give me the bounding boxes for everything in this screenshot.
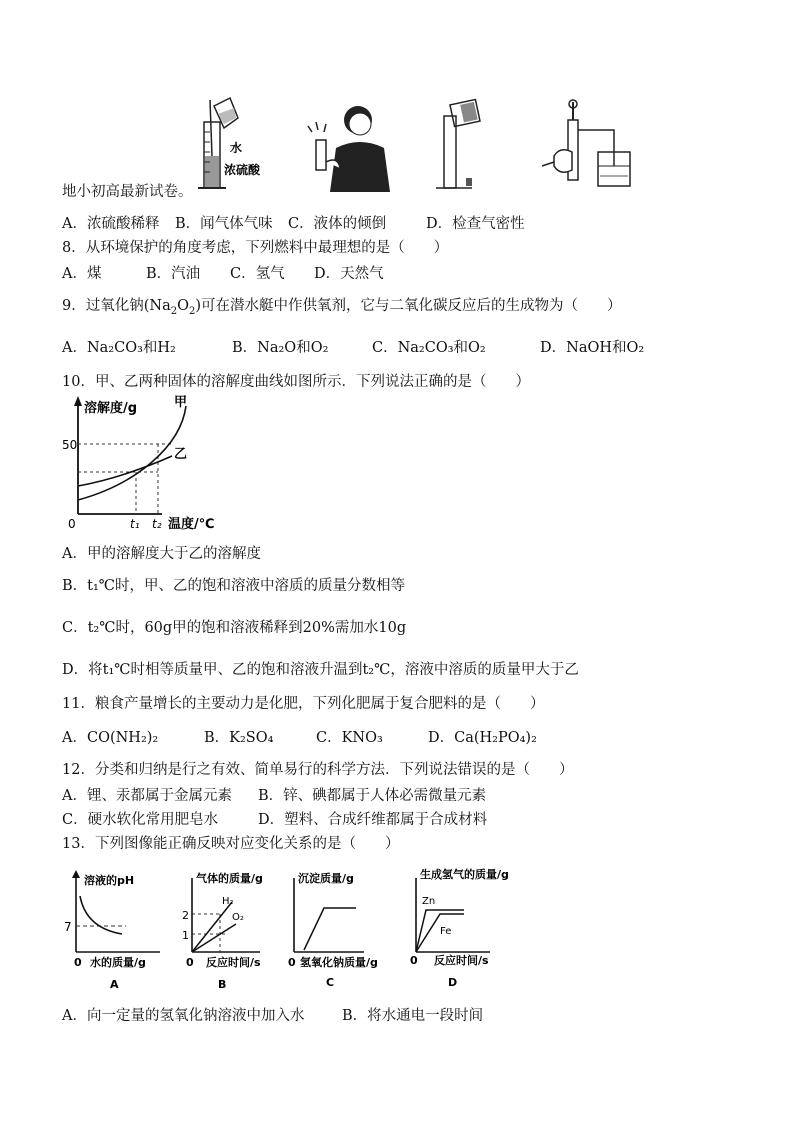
q10-option-d: D．将t₁℃时相等质量甲、乙的饱和溶液升温到t₂℃，溶液中溶质的质量甲大于乙 [62, 662, 579, 678]
graph-d [410, 867, 509, 989]
q7-option-a: A．浓硫酸稀释 [62, 216, 160, 232]
airtightness-check-figure [542, 100, 630, 186]
page-top-fragment: 地小初高最新试卷。 [62, 184, 193, 200]
graph-b [182, 871, 263, 991]
q9-stem [62, 296, 622, 322]
graph-a-origin: 0 [74, 956, 82, 969]
q11-stem: 11．粮食产量增长的主要动力是化肥，下列化肥属于复合肥料的是（ ） [62, 696, 545, 712]
q13-option-b: B．将水通电一段时间 [342, 1008, 484, 1024]
curve-jia [78, 406, 186, 500]
graph-c-ylabel: 沉淀质量/g [298, 872, 354, 885]
graph-d-ylabel: 生成氢气的质量/g [420, 868, 509, 881]
solubility-xlabel: 温度/℃ [168, 517, 215, 532]
q13-option-a: A．向一定量的氢氧化钠溶液中加入水 [62, 1008, 305, 1024]
q12-option-b: B．锌、碘都属于人体必需微量元素 [258, 788, 487, 804]
q7-option-b: B．闻气体气味 [175, 216, 273, 232]
smelling-gas-figure [308, 106, 390, 192]
graph-b-h2-label: H₂ [222, 896, 234, 907]
q10-option-b: B．t₁℃时，甲、乙的饱和溶液中溶质的质量分数相等 [62, 578, 406, 594]
water-label: 水 [230, 141, 243, 155]
q10-stem: 10．甲、乙两种固体的溶解度曲线如图所示．下列说法正确的是（ ） [62, 374, 530, 390]
graph-b-origin: 0 [186, 956, 194, 969]
q11-option-c: C．KNO₃ [316, 730, 383, 746]
graph-b-tick-1: 1 [182, 929, 189, 942]
graph-c [288, 871, 378, 989]
q9-stem-post: 可在潜水艇中作供氧剂，它与二氧化碳反应后的生成物为（ ） [201, 298, 622, 314]
graph-a [64, 870, 160, 991]
q13-graphs [60, 862, 520, 996]
t1-label: t₁ [130, 517, 140, 531]
q9-option-a: A．Na₂CO₃和H₂ [62, 340, 176, 356]
graph-c-letter: C [326, 976, 335, 989]
graph-a-tick-7: 7 [64, 920, 72, 934]
q9-stem-pre: 9．过氧化钠 [62, 298, 144, 314]
q9-option-c: C．Na₂CO₃和O₂ [372, 340, 486, 356]
graph-c-origin: 0 [288, 956, 296, 969]
q12-option-a: A．锂、汞都属于金属元素 [62, 788, 232, 804]
graph-d-zn-label: Zn [422, 896, 436, 907]
graph-a-xlabel: 水的质量/g [90, 956, 146, 969]
q9-formula: $(Na_2O_2)$ [143, 298, 202, 317]
graph-a-ylabel: 溶液的pH [84, 874, 135, 887]
graph-d-origin: 0 [410, 954, 418, 967]
q8-option-d: D．天然气 [314, 266, 384, 282]
graph-d-xlabel: 反应时间/s [434, 954, 489, 967]
jia-label: 甲 [174, 395, 188, 410]
graph-d-letter: D [448, 976, 458, 989]
q9-option-d: D．NaOH和O₂ [540, 340, 645, 356]
t2-label: t₂ [152, 517, 162, 531]
q13-stem: 13．下列图像能正确反映对应变化关系的是（ ） [62, 836, 400, 852]
q12-option-d: D．塑料、合成纤维都属于合成材料 [258, 812, 488, 828]
yi-label: 乙 [174, 447, 188, 462]
q8-option-a: A．煤 [62, 266, 102, 282]
graph-b-tick-2: 2 [182, 909, 189, 922]
q11-option-a: A．CO(NH₂)₂ [62, 730, 159, 746]
q8-option-b: B．汽油 [146, 266, 201, 282]
q7-option-d: D．检查气密性 [426, 216, 525, 232]
q7-option-c: C．液体的倾倒 [288, 216, 387, 232]
acid-label: 浓硫酸 [224, 163, 261, 177]
origin-label: 0 [68, 517, 76, 531]
tick-50: 50 [62, 438, 78, 452]
q12-stem: 12．分类和归纳是行之有效、简单易行的科学方法．下列说法错误的是（ ） [62, 762, 574, 778]
graph-d-fe-label: Fe [440, 926, 452, 937]
graph-b-ylabel: 气体的质量/g [196, 872, 263, 885]
solubility-curve-figure [62, 392, 232, 532]
q9-option-b: B．Na₂O和O₂ [232, 340, 329, 356]
q8-option-c: C．氢气 [230, 266, 285, 282]
q11-option-d: D．Ca(H₂PO₄)₂ [428, 730, 537, 746]
graph-c-xlabel: 氢氧化钠质量/g [300, 956, 378, 969]
pouring-liquid-figure [436, 100, 480, 188]
graph-b-o2-label: O₂ [232, 912, 244, 923]
graph-a-letter: A [110, 978, 119, 991]
q8-stem: 8．从环境保护的角度考虑，下列燃料中最理想的是（ ） [62, 240, 449, 256]
solubility-ylabel: 溶解度/g [84, 401, 138, 416]
q11-option-b: B．K₂SO₄ [204, 730, 274, 746]
q12-option-c: C．硬水软化常用肥皂水 [62, 812, 219, 828]
q10-option-a: A．甲的溶解度大于乙的溶解度 [62, 546, 261, 562]
graph-b-xlabel: 反应时间/s [206, 956, 261, 969]
q10-option-c: C．t₂℃时，60g甲的饱和溶液稀释到20%需加水10g [62, 620, 407, 636]
graph-b-letter: B [218, 978, 227, 991]
q7-illustrations [190, 96, 650, 192]
